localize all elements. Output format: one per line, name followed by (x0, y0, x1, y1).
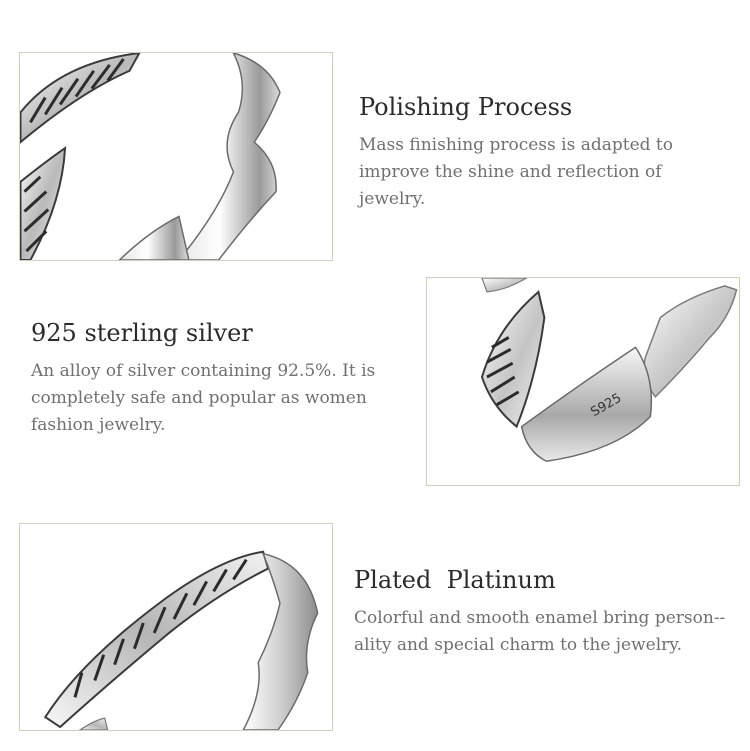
feather-ring-engraving-icon (427, 278, 739, 485)
svg-text:S925: S925 (588, 390, 625, 421)
feature-plated-platinum (354, 565, 740, 659)
feature-description: Mass finishing process is adapted to improve the shine and reflection of jewelry. (359, 135, 673, 209)
feature-description: Colorful and smooth enamel bring person--ality and special charm to the jewelry. (354, 608, 726, 655)
product-photo-polishing (19, 52, 333, 261)
product-photo-platinum (19, 523, 333, 731)
feature-title: Plated Platinum (354, 566, 556, 594)
feature-description: An alloy of silver containing 92.5%. It is completely safe and popular as women fashion jewelry. (31, 361, 376, 435)
product-photo-sterling (426, 277, 740, 486)
feature-title: 925 sterling silver (31, 319, 253, 347)
feature-polishing (359, 92, 699, 213)
feature-sterling-silver (31, 318, 381, 439)
feather-ring-side-icon (20, 524, 332, 730)
feature-title: Polishing Process (359, 93, 573, 121)
feather-ring-closeup-icon (20, 53, 332, 260)
